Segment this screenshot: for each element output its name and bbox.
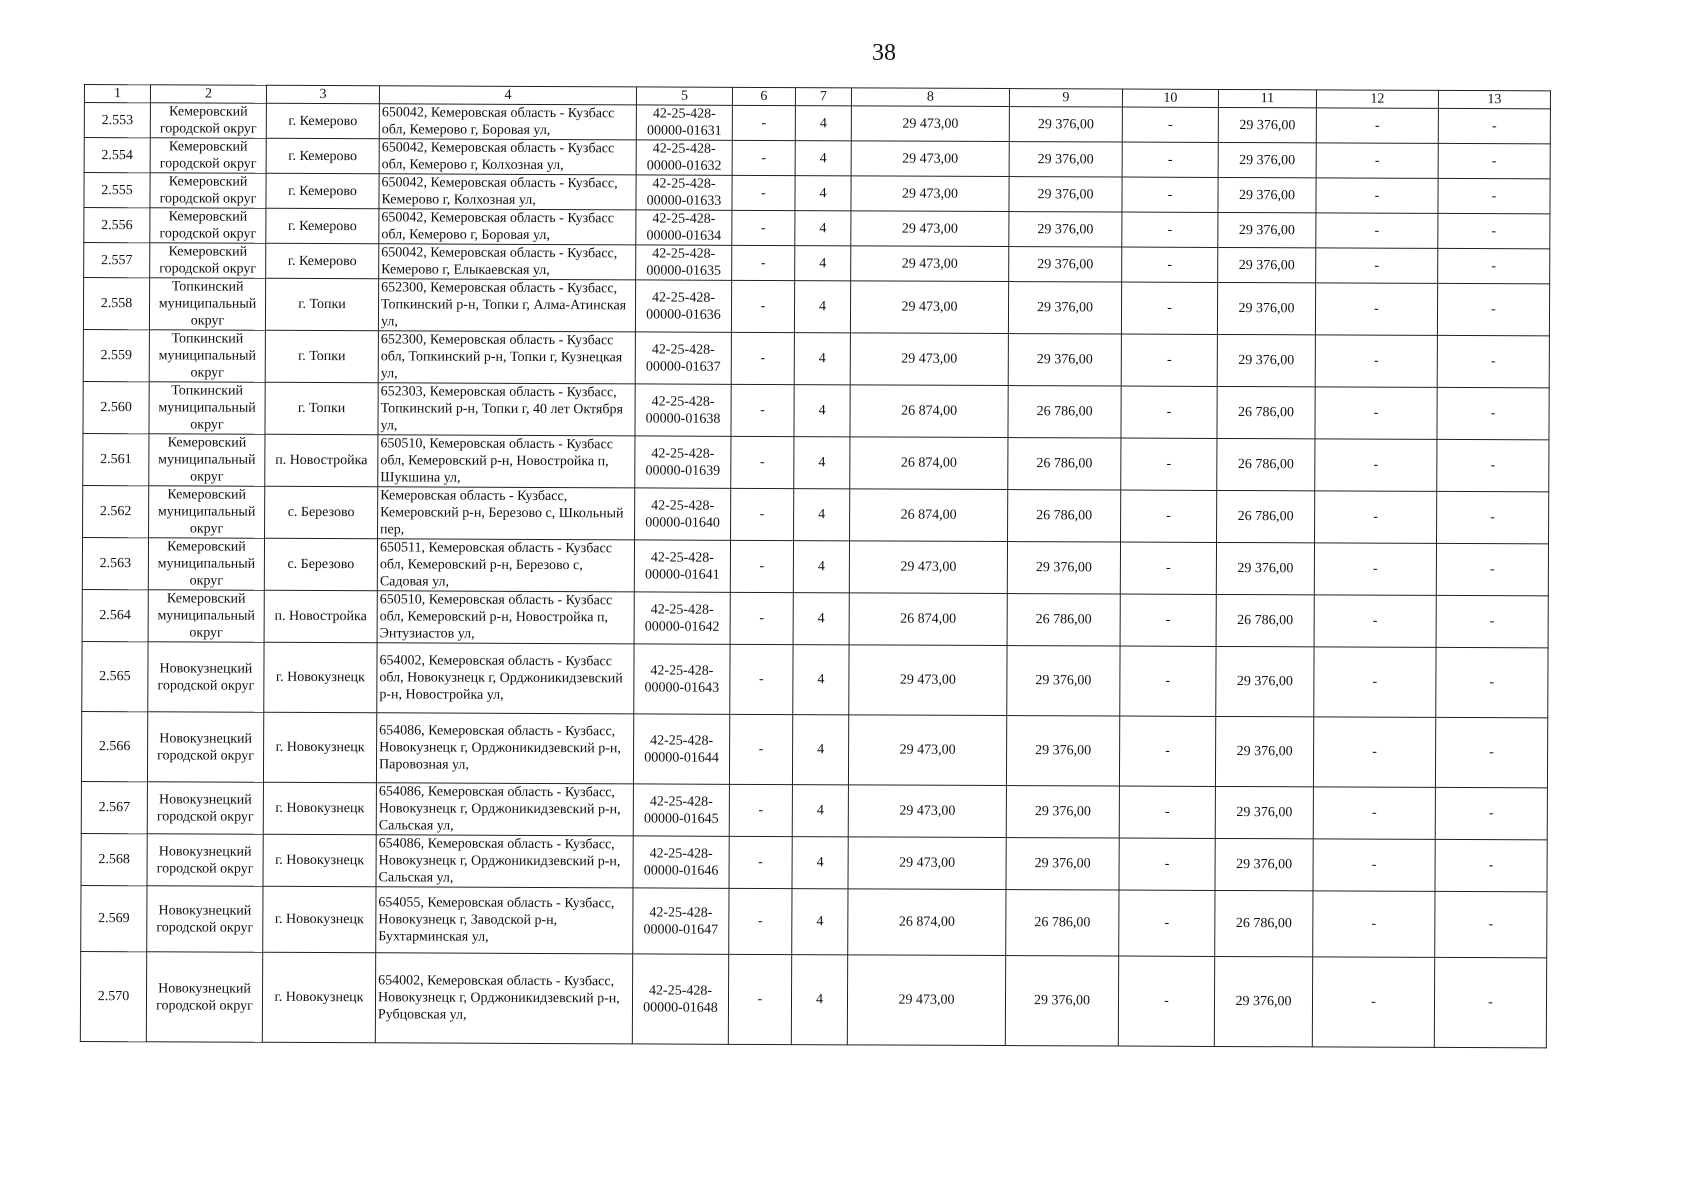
table-row <box>83 381 1549 439</box>
row-number-cell: 2.569 <box>81 885 147 951</box>
col10-cell: - <box>1121 438 1217 490</box>
municipality-cell: Новокузнецкий городской округ <box>147 782 263 835</box>
address-cell: 652300, Кемеровская область - Кузбасс обл, Топкинский р-н, Топки г, Кузнецкая ул, <box>378 331 635 384</box>
settlement-cell: г. Топки <box>265 278 378 330</box>
address-cell: 650510, Кемеровская область - Кузбасс обл, Кемеровский р-н, Новостройка п, Энтузиастов ул, <box>377 591 634 644</box>
col11-value-cell: 29 376,00 <box>1217 282 1315 334</box>
col9-value-cell: 29 376,00 <box>1009 247 1122 282</box>
col6-cell: - <box>729 714 792 784</box>
settlement-cell: г. Новокузнецк <box>263 886 376 952</box>
col9-value-cell: 29 376,00 <box>1006 716 1119 786</box>
col9-value-cell: 29 376,00 <box>1008 334 1121 386</box>
col8-value-cell: 26 874,00 <box>850 437 1008 490</box>
col9-value-cell: 26 786,00 <box>1008 490 1121 542</box>
col7-cell: 4 <box>795 246 851 281</box>
col11-value-cell: 29 376,00 <box>1218 177 1316 212</box>
column-header: 13 <box>1438 90 1550 108</box>
address-cell: 652303, Кемеровская область - Кузбасс, Топкинский р-н, Топки г, 40 лет Октября ул, <box>378 383 635 436</box>
col11-value-cell: 29 376,00 <box>1215 838 1313 890</box>
code-cell: 42-25-428-00000-01635 <box>636 245 732 280</box>
col7-cell: 4 <box>793 593 849 645</box>
table-row <box>81 781 1547 839</box>
col6-cell: - <box>730 592 793 644</box>
row-number-cell: 2.566 <box>81 711 147 781</box>
col9-value-cell: 29 376,00 <box>1007 542 1120 594</box>
col8-value-cell: 29 473,00 <box>848 837 1006 890</box>
col10-cell: - <box>1120 646 1216 716</box>
col10-cell: - <box>1121 386 1217 438</box>
code-cell: 42-25-428-00000-01632 <box>636 140 732 175</box>
col11-value-cell: 29 376,00 <box>1218 212 1316 247</box>
col12-cell: - <box>1316 178 1438 214</box>
col6-cell: - <box>730 644 793 714</box>
col10-cell: - <box>1122 247 1218 282</box>
row-number-cell: 2.555 <box>84 173 150 208</box>
address-cell: 654086, Кемеровская область - Кузбасс, Новокузнецк г, Орджоникидзевский р-н, Паровозная ул, <box>376 713 633 784</box>
col11-value-cell: 26 786,00 <box>1217 438 1315 490</box>
col7-cell: 4 <box>795 211 851 246</box>
code-cell: 42-25-428-00000-01644 <box>633 714 729 784</box>
settlement-cell: г. Новокузнецк <box>263 712 376 782</box>
col13-cell: - <box>1438 213 1550 248</box>
col9-value-cell: 29 376,00 <box>1009 177 1122 212</box>
table-body <box>80 103 1550 1048</box>
municipality-cell: Кемеровский городской округ <box>150 243 266 279</box>
col13-cell: - <box>1438 248 1550 283</box>
col12-cell: - <box>1314 543 1436 596</box>
col7-cell: 4 <box>794 281 850 333</box>
col13-cell: - <box>1434 957 1546 1047</box>
col6-cell: - <box>732 210 795 245</box>
code-cell: 42-25-428-00000-01637 <box>635 332 731 384</box>
col10-cell: - <box>1119 786 1215 838</box>
col7-cell: 4 <box>795 176 851 211</box>
column-header: 1 <box>84 85 150 103</box>
table-row <box>83 329 1549 387</box>
col13-cell: - <box>1435 787 1547 839</box>
data-table <box>80 84 1551 1048</box>
col9-value-cell: 26 786,00 <box>1007 594 1120 646</box>
municipality-cell: Новокузнецкий городской округ <box>147 886 263 953</box>
col7-cell: 4 <box>794 333 850 385</box>
table-row <box>82 589 1548 647</box>
col13-cell: - <box>1437 491 1549 543</box>
settlement-cell: г. Кемерово <box>266 243 379 278</box>
col9-value-cell: 29 376,00 <box>1009 142 1122 177</box>
col6-cell: - <box>731 332 794 384</box>
col6-cell: - <box>732 105 795 140</box>
municipality-cell: Новокузнецкий городской округ <box>147 712 263 783</box>
code-cell: 42-25-428-00000-01639 <box>635 436 731 488</box>
row-number-cell: 2.570 <box>80 951 146 1041</box>
code-cell: 42-25-428-00000-01642 <box>634 592 730 644</box>
code-cell: 42-25-428-00000-01633 <box>636 175 732 210</box>
table-row <box>83 278 1549 336</box>
col6-cell: - <box>732 175 795 210</box>
col12-cell: - <box>1315 387 1437 440</box>
row-number-cell: 2.560 <box>83 381 149 433</box>
col9-value-cell: 29 376,00 <box>1008 282 1121 334</box>
address-cell: 654086, Кемеровская область - Кузбасс, Новокузнецк г, Орджоникидзевский р-н, Сальская ул, <box>376 835 633 888</box>
col8-value-cell: 29 473,00 <box>847 955 1005 1046</box>
col13-cell: - <box>1437 283 1549 335</box>
table-row <box>81 833 1547 891</box>
col7-cell: 4 <box>793 541 849 593</box>
col11-value-cell: 29 376,00 <box>1214 956 1312 1046</box>
col8-value-cell: 26 874,00 <box>850 489 1008 542</box>
col7-cell: 4 <box>792 715 848 785</box>
code-cell: 42-25-428-00000-01648 <box>632 954 728 1044</box>
col8-value-cell: 29 473,00 <box>850 333 1008 386</box>
col12-cell: - <box>1314 647 1436 718</box>
col6-cell: - <box>731 280 794 332</box>
col13-cell: - <box>1436 595 1548 647</box>
row-number-cell: 2.562 <box>83 485 149 537</box>
col11-value-cell: 29 376,00 <box>1218 142 1316 177</box>
col13-cell: - <box>1436 647 1548 717</box>
municipality-cell: Кемеровский городской округ <box>150 173 266 209</box>
col7-cell: 4 <box>794 437 850 489</box>
address-cell: Кемеровская область - Кузбасс, Кемеровский р-н, Березово с, Школьный пер, <box>378 487 635 540</box>
settlement-cell: г. Кемерово <box>266 103 379 138</box>
col12-cell: - <box>1314 595 1436 648</box>
address-cell: 650042, Кемеровская область - Кузбасс обл, Кемерово г, Боровая ул, <box>379 209 636 245</box>
code-cell: 42-25-428-00000-01646 <box>633 836 729 888</box>
code-cell: 42-25-428-00000-01647 <box>633 888 729 954</box>
col13-cell: - <box>1435 891 1547 957</box>
row-number-cell: 2.567 <box>81 781 147 833</box>
col11-value-cell: 26 786,00 <box>1216 594 1314 646</box>
col6-cell: - <box>731 384 794 436</box>
column-header: 7 <box>795 88 851 106</box>
col9-value-cell: 26 786,00 <box>1008 386 1121 438</box>
col10-cell: - <box>1122 212 1218 247</box>
code-cell: 42-25-428-00000-01634 <box>636 210 732 245</box>
col11-value-cell: 26 786,00 <box>1215 890 1313 956</box>
col10-cell: - <box>1120 594 1216 646</box>
row-number-cell: 2.565 <box>82 641 148 711</box>
col9-value-cell: 29 376,00 <box>1007 646 1120 716</box>
address-cell: 654002, Кемеровская область - Кузбасс обл, Новокузнецк г, Орджоникидзевский р-н, Новостройка ул, <box>377 643 634 714</box>
col7-cell: 4 <box>794 385 850 437</box>
col10-cell: - <box>1122 142 1218 177</box>
col11-value-cell: 29 376,00 <box>1215 786 1313 838</box>
column-header: 4 <box>379 86 636 105</box>
col6-cell: - <box>728 954 791 1044</box>
col11-value-cell: 26 786,00 <box>1217 386 1315 438</box>
col11-value-cell: 29 376,00 <box>1218 247 1316 282</box>
municipality-cell: Кемеровский муниципальный округ <box>149 486 265 539</box>
column-header: 12 <box>1316 90 1438 109</box>
col7-cell: 4 <box>792 785 848 837</box>
col13-cell: - <box>1438 178 1550 213</box>
settlement-cell: п. Новостройка <box>265 434 378 486</box>
row-number-cell: 2.554 <box>84 138 150 173</box>
code-cell: 42-25-428-00000-01638 <box>635 384 731 436</box>
col7-cell: 4 <box>792 837 848 889</box>
address-cell: 650510, Кемеровская область - Кузбасс обл, Кемеровский р-н, Новостройка п, Шукшина ул, <box>378 435 635 488</box>
address-cell: 652300, Кемеровская область - Кузбасс, Топкинский р-н, Топки г, Алма-Атинская ул, <box>378 279 635 332</box>
col6-cell: - <box>732 245 795 280</box>
col9-value-cell: 29 376,00 <box>1009 107 1122 142</box>
address-cell: 650042, Кемеровская область - Кузбасс обл, Кемерово г, Колхозная ул, <box>379 139 636 175</box>
col6-cell: - <box>729 888 792 954</box>
col8-value-cell: 26 874,00 <box>849 593 1007 646</box>
municipality-cell: Новокузнецкий городской округ <box>147 834 263 887</box>
col11-value-cell: 29 376,00 <box>1216 646 1314 716</box>
column-header: 8 <box>851 88 1009 107</box>
settlement-cell: с. Березово <box>265 486 378 538</box>
col8-value-cell: 29 473,00 <box>851 246 1009 282</box>
col6-cell: - <box>729 784 792 836</box>
address-cell: 650042, Кемеровская область - Кузбасс, Кемерово г, Колхозная ул, <box>379 174 636 210</box>
code-cell: 42-25-428-00000-01631 <box>636 105 732 140</box>
col8-value-cell: 29 473,00 <box>850 281 1008 334</box>
col11-value-cell: 29 376,00 <box>1217 334 1315 386</box>
column-header: 10 <box>1122 89 1218 107</box>
code-cell: 42-25-428-00000-01643 <box>634 644 730 714</box>
col10-cell: - <box>1121 282 1217 334</box>
table-row <box>82 537 1548 595</box>
settlement-cell: г. Топки <box>265 330 378 382</box>
col8-value-cell: 29 473,00 <box>848 715 1006 786</box>
col13-cell: - <box>1438 143 1550 178</box>
municipality-cell: Новокузнецкий городской округ <box>146 952 262 1043</box>
col12-cell: - <box>1315 491 1437 544</box>
settlement-cell: с. Березово <box>264 538 377 590</box>
col8-value-cell: 29 473,00 <box>851 176 1009 212</box>
col13-cell: - <box>1437 439 1549 491</box>
row-number-cell: 2.563 <box>82 537 148 589</box>
code-cell: 42-25-428-00000-01636 <box>635 280 731 332</box>
col9-value-cell: 26 786,00 <box>1008 438 1121 490</box>
municipality-cell: Кемеровский муниципальный округ <box>148 590 264 643</box>
municipality-cell: Топкинский муниципальный округ <box>149 330 265 383</box>
col9-value-cell: 29 376,00 <box>1009 212 1122 247</box>
settlement-cell: г. Кемерово <box>266 208 379 243</box>
col12-cell: - <box>1313 787 1435 840</box>
address-cell: 650511, Кемеровская область - Кузбасс обл, Кемеровский р-н, Березово с, Садовая ул, <box>377 539 634 592</box>
table-row <box>83 433 1549 491</box>
address-cell: 650042, Кемеровская область - Кузбасс обл, Кемерово г, Боровая ул, <box>379 104 636 140</box>
col9-value-cell: 29 376,00 <box>1005 956 1118 1046</box>
column-header: 5 <box>636 87 732 105</box>
col12-cell: - <box>1313 839 1435 892</box>
col12-cell: - <box>1313 891 1435 958</box>
address-cell: 654086, Кемеровская область - Кузбасс, Новокузнецк г, Орджоникидзевский р-н, Сальская ул, <box>376 783 633 836</box>
municipality-cell: Новокузнецкий городской округ <box>148 642 264 713</box>
col8-value-cell: 29 473,00 <box>849 645 1007 716</box>
col13-cell: - <box>1436 543 1548 595</box>
table-row <box>82 641 1548 717</box>
col7-cell: 4 <box>793 645 849 715</box>
col7-cell: 4 <box>794 489 850 541</box>
municipality-cell: Кемеровский городской округ <box>150 138 266 174</box>
col7-cell: 4 <box>791 955 847 1045</box>
col8-value-cell: 29 473,00 <box>851 106 1009 142</box>
col10-cell: - <box>1121 490 1217 542</box>
col11-value-cell: 26 786,00 <box>1217 490 1315 542</box>
settlement-cell: г. Новокузнецк <box>263 782 376 834</box>
column-header: 3 <box>266 85 379 103</box>
col12-cell: - <box>1315 283 1437 336</box>
col10-cell: - <box>1122 107 1218 142</box>
row-number-cell: 2.568 <box>81 833 147 885</box>
code-cell: 42-25-428-00000-01640 <box>635 488 731 540</box>
col11-value-cell: 29 376,00 <box>1216 542 1314 594</box>
col8-value-cell: 29 473,00 <box>851 141 1009 177</box>
col13-cell: - <box>1438 108 1550 143</box>
col10-cell: - <box>1118 956 1214 1046</box>
col7-cell: 4 <box>795 106 851 141</box>
column-header: 11 <box>1218 89 1316 107</box>
col8-value-cell: 29 473,00 <box>848 785 1006 838</box>
settlement-cell: г. Топки <box>265 382 378 434</box>
col6-cell: - <box>729 836 792 888</box>
col13-cell: - <box>1435 717 1547 787</box>
col12-cell: - <box>1316 143 1438 179</box>
col10-cell: - <box>1119 890 1215 956</box>
col7-cell: 4 <box>792 889 848 955</box>
col12-cell: - <box>1316 213 1438 249</box>
col10-cell: - <box>1120 542 1216 594</box>
municipality-cell: Кемеровский муниципальный округ <box>148 538 264 591</box>
settlement-cell: г. Кемерово <box>266 138 379 173</box>
col13-cell: - <box>1435 839 1547 891</box>
col10-cell: - <box>1121 334 1217 386</box>
row-number-cell: 2.559 <box>83 329 149 381</box>
col9-value-cell: 29 376,00 <box>1006 786 1119 838</box>
municipality-cell: Топкинский муниципальный округ <box>149 278 265 331</box>
col6-cell: - <box>731 436 794 488</box>
col12-cell: - <box>1315 439 1437 492</box>
row-number-cell: 2.558 <box>83 278 149 330</box>
col12-cell: - <box>1315 335 1437 388</box>
col10-cell: - <box>1122 177 1218 212</box>
row-number-cell: 2.553 <box>84 103 150 138</box>
address-cell: 654002, Кемеровская область - Кузбасс, Новокузнецк г, Орджоникидзевский р-н, Рубцовская ул, <box>375 953 632 1044</box>
col6-cell: - <box>731 488 794 540</box>
col10-cell: - <box>1119 716 1215 786</box>
col13-cell: - <box>1437 387 1549 439</box>
col10-cell: - <box>1119 838 1215 890</box>
col9-value-cell: 26 786,00 <box>1006 890 1119 956</box>
settlement-cell: г. Новокузнецк <box>263 834 376 886</box>
settlement-cell: п. Новостройка <box>264 590 377 642</box>
col8-value-cell: 26 874,00 <box>848 889 1006 956</box>
municipality-cell: Кемеровский муниципальный округ <box>149 434 265 487</box>
address-cell: 654055, Кемеровская область - Кузбасс, Новокузнецк г, Заводской р-н, Бухтарминская ул, <box>376 887 633 954</box>
municipality-cell: Топкинский муниципальный округ <box>149 382 265 435</box>
municipality-cell: Кемеровский городской округ <box>150 103 266 139</box>
col12-cell: - <box>1312 957 1434 1048</box>
code-cell: 42-25-428-00000-01645 <box>633 784 729 836</box>
table-row <box>81 711 1547 787</box>
row-number-cell: 2.556 <box>84 208 150 243</box>
municipality-cell: Кемеровский городской округ <box>150 208 266 244</box>
col12-cell: - <box>1316 248 1438 284</box>
table-row <box>81 885 1547 957</box>
col12-cell: - <box>1316 108 1438 144</box>
table-row <box>83 485 1549 543</box>
col6-cell: - <box>732 140 795 175</box>
row-number-cell: 2.564 <box>82 589 148 641</box>
col11-value-cell: 29 376,00 <box>1218 107 1316 142</box>
row-number-cell: 2.561 <box>83 433 149 485</box>
settlement-cell: г. Кемерово <box>266 173 379 208</box>
page-number: 38 <box>872 40 896 66</box>
col6-cell: - <box>730 540 793 592</box>
settlement-cell: г. Новокузнецк <box>262 952 375 1042</box>
column-header: 2 <box>150 85 266 104</box>
table-row <box>80 951 1546 1047</box>
settlement-cell: г. Новокузнецк <box>264 642 377 712</box>
col13-cell: - <box>1437 335 1549 387</box>
col8-value-cell: 29 473,00 <box>851 211 1009 247</box>
col11-value-cell: 29 376,00 <box>1215 716 1313 786</box>
col12-cell: - <box>1313 717 1435 788</box>
row-number-cell: 2.557 <box>84 243 150 278</box>
col7-cell: 4 <box>795 141 851 176</box>
col9-value-cell: 29 376,00 <box>1006 838 1119 890</box>
column-header: 9 <box>1009 89 1122 107</box>
address-cell: 650042, Кемеровская область - Кузбасс, Кемерово г, Елыкаевская ул, <box>379 244 636 280</box>
col8-value-cell: 26 874,00 <box>850 385 1008 438</box>
col8-value-cell: 29 473,00 <box>849 541 1007 594</box>
code-cell: 42-25-428-00000-01641 <box>634 540 730 592</box>
column-header: 6 <box>732 87 795 105</box>
